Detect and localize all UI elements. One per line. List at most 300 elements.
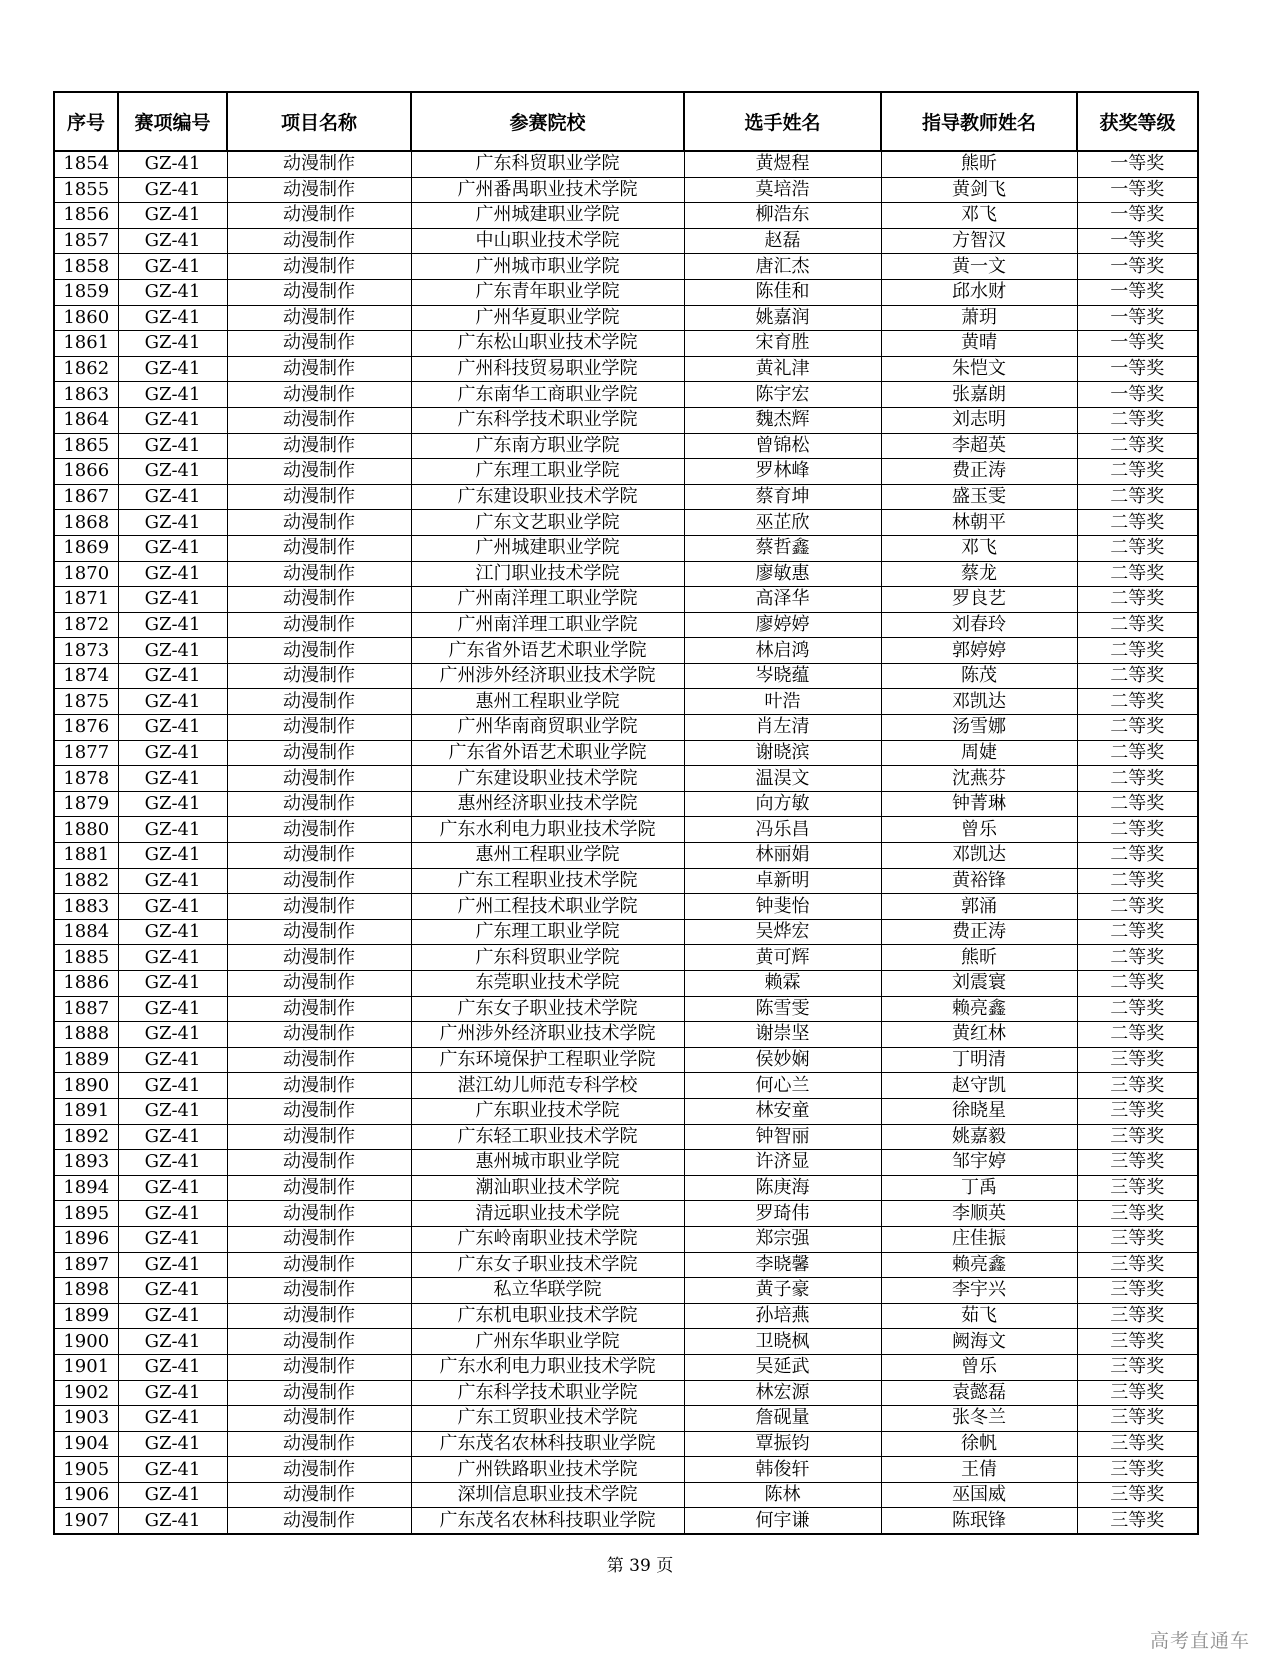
cell-serial-number: 1879: [54, 791, 118, 817]
cell-project-name: 动漫制作: [227, 1098, 411, 1124]
cell-contestant-name: 温淏文: [684, 766, 881, 792]
cell-event-code: GZ-41: [118, 945, 227, 971]
cell-instructor-name: 萧玥: [881, 305, 1077, 331]
cell-event-code: GZ-41: [118, 817, 227, 843]
cell-project-name: 动漫制作: [227, 484, 411, 510]
cell-project-name: 动漫制作: [227, 203, 411, 229]
cell-event-code: GZ-41: [118, 382, 227, 408]
cell-school: 广东南方职业学院: [411, 433, 684, 459]
cell-award-level: 二等奖: [1077, 510, 1198, 536]
cell-project-name: 动漫制作: [227, 1329, 411, 1355]
cell-contestant-name: 孙培燕: [684, 1303, 881, 1329]
cell-event-code: GZ-41: [118, 894, 227, 920]
cell-award-level: 一等奖: [1077, 203, 1198, 229]
cell-event-code: GZ-41: [118, 1303, 227, 1329]
cell-serial-number: 1859: [54, 279, 118, 305]
watermark: 高考直通车: [1149, 1630, 1250, 1652]
cell-award-level: 二等奖: [1077, 587, 1198, 613]
table-row: [54, 305, 1198, 331]
cell-event-code: GZ-41: [118, 689, 227, 715]
cell-project-name: 动漫制作: [227, 535, 411, 561]
cell-project-name: 动漫制作: [227, 433, 411, 459]
cell-contestant-name: 罗琦伟: [684, 1201, 881, 1227]
cell-event-code: GZ-41: [118, 331, 227, 357]
cell-school: 广东理工职业学院: [411, 919, 684, 945]
cell-school: 广东文艺职业学院: [411, 510, 684, 536]
cell-project-name: 动漫制作: [227, 407, 411, 433]
table-row: [54, 663, 1198, 689]
cell-instructor-name: 张冬兰: [881, 1406, 1077, 1432]
cell-instructor-name: 熊昕: [881, 945, 1077, 971]
table-row: [54, 1047, 1198, 1073]
cell-contestant-name: 宋育胜: [684, 331, 881, 357]
cell-serial-number: 1881: [54, 843, 118, 869]
cell-serial-number: 1870: [54, 561, 118, 587]
cell-contestant-name: 詹砚量: [684, 1406, 881, 1432]
table-row: [54, 919, 1198, 945]
cell-instructor-name: 巫国威: [881, 1482, 1077, 1508]
cell-award-level: 三等奖: [1077, 1508, 1198, 1534]
cell-project-name: 动漫制作: [227, 1406, 411, 1432]
cell-instructor-name: 丁明清: [881, 1047, 1077, 1073]
cell-event-code: GZ-41: [118, 1226, 227, 1252]
cell-award-level: 二等奖: [1077, 996, 1198, 1022]
cell-instructor-name: 张嘉朗: [881, 382, 1077, 408]
cell-serial-number: 1907: [54, 1508, 118, 1534]
cell-serial-number: 1884: [54, 919, 118, 945]
cell-award-level: 三等奖: [1077, 1201, 1198, 1227]
cell-award-level: 一等奖: [1077, 356, 1198, 382]
cell-instructor-name: 郭涌: [881, 894, 1077, 920]
cell-school: 惠州工程职业学院: [411, 843, 684, 869]
cell-project-name: 动漫制作: [227, 1508, 411, 1534]
cell-award-level: 一等奖: [1077, 382, 1198, 408]
cell-serial-number: 1897: [54, 1252, 118, 1278]
cell-contestant-name: 钟斐怡: [684, 894, 881, 920]
cell-school: 广东工程职业技术学院: [411, 868, 684, 894]
cell-award-level: 二等奖: [1077, 945, 1198, 971]
header-contestant-name: 选手姓名: [684, 92, 881, 151]
table-row: [54, 1508, 1198, 1534]
cell-serial-number: 1887: [54, 996, 118, 1022]
cell-contestant-name: 李晓馨: [684, 1252, 881, 1278]
cell-contestant-name: 黄煜程: [684, 151, 881, 177]
header-row: [54, 92, 1198, 151]
cell-serial-number: 1872: [54, 612, 118, 638]
cell-contestant-name: 陈佳和: [684, 279, 881, 305]
cell-award-level: 二等奖: [1077, 868, 1198, 894]
cell-contestant-name: 肖左清: [684, 715, 881, 741]
cell-serial-number: 1888: [54, 1022, 118, 1048]
cell-school: 广东轻工职业技术学院: [411, 1124, 684, 1150]
cell-project-name: 动漫制作: [227, 1354, 411, 1380]
cell-serial-number: 1880: [54, 817, 118, 843]
cell-event-code: GZ-41: [118, 510, 227, 536]
cell-project-name: 动漫制作: [227, 1252, 411, 1278]
cell-project-name: 动漫制作: [227, 510, 411, 536]
cell-project-name: 动漫制作: [227, 1150, 411, 1176]
cell-event-code: GZ-41: [118, 638, 227, 664]
cell-event-code: GZ-41: [118, 587, 227, 613]
cell-school: 广州南洋理工职业学院: [411, 587, 684, 613]
cell-event-code: GZ-41: [118, 1329, 227, 1355]
cell-instructor-name: 赖亮鑫: [881, 1252, 1077, 1278]
table-row: [54, 1482, 1198, 1508]
cell-award-level: 三等奖: [1077, 1380, 1198, 1406]
table-row: [54, 1354, 1198, 1380]
cell-event-code: GZ-41: [118, 1201, 227, 1227]
cell-project-name: 动漫制作: [227, 459, 411, 485]
cell-award-level: 三等奖: [1077, 1278, 1198, 1304]
cell-serial-number: 1869: [54, 535, 118, 561]
cell-contestant-name: 黄子豪: [684, 1278, 881, 1304]
cell-project-name: 动漫制作: [227, 894, 411, 920]
cell-project-name: 动漫制作: [227, 331, 411, 357]
table-row: [54, 177, 1198, 203]
cell-school: 广东茂名农林科技职业学院: [411, 1508, 684, 1534]
cell-serial-number: 1889: [54, 1047, 118, 1073]
cell-serial-number: 1882: [54, 868, 118, 894]
header-instructor-name: 指导教师姓名: [881, 92, 1077, 151]
cell-contestant-name: 赵磊: [684, 228, 881, 254]
cell-contestant-name: 姚嘉润: [684, 305, 881, 331]
cell-award-level: 一等奖: [1077, 151, 1198, 177]
table-row: [54, 433, 1198, 459]
cell-instructor-name: 方智汉: [881, 228, 1077, 254]
cell-contestant-name: 廖婷婷: [684, 612, 881, 638]
cell-event-code: GZ-41: [118, 1124, 227, 1150]
cell-event-code: GZ-41: [118, 1098, 227, 1124]
cell-instructor-name: 邓飞: [881, 203, 1077, 229]
cell-award-level: 二等奖: [1077, 971, 1198, 997]
cell-contestant-name: 莫培浩: [684, 177, 881, 203]
cell-instructor-name: 邓飞: [881, 535, 1077, 561]
cell-project-name: 动漫制作: [227, 382, 411, 408]
cell-award-level: 二等奖: [1077, 919, 1198, 945]
cell-instructor-name: 邹宇婷: [881, 1150, 1077, 1176]
cell-award-level: 三等奖: [1077, 1252, 1198, 1278]
cell-project-name: 动漫制作: [227, 151, 411, 177]
cell-project-name: 动漫制作: [227, 561, 411, 587]
cell-project-name: 动漫制作: [227, 1073, 411, 1099]
cell-award-level: 三等奖: [1077, 1047, 1198, 1073]
table-row: [54, 945, 1198, 971]
cell-event-code: GZ-41: [118, 177, 227, 203]
cell-serial-number: 1856: [54, 203, 118, 229]
table-row: [54, 587, 1198, 613]
cell-event-code: GZ-41: [118, 1022, 227, 1048]
cell-award-level: 二等奖: [1077, 740, 1198, 766]
cell-serial-number: 1873: [54, 638, 118, 664]
table-row: [54, 331, 1198, 357]
table-row: [54, 1406, 1198, 1432]
cell-project-name: 动漫制作: [227, 1278, 411, 1304]
cell-serial-number: 1863: [54, 382, 118, 408]
cell-contestant-name: 曾锦松: [684, 433, 881, 459]
cell-contestant-name: 蔡育坤: [684, 484, 881, 510]
cell-school: 惠州经济职业技术学院: [411, 791, 684, 817]
cell-serial-number: 1890: [54, 1073, 118, 1099]
cell-project-name: 动漫制作: [227, 766, 411, 792]
cell-school: 广州工程技术职业学院: [411, 894, 684, 920]
cell-award-level: 二等奖: [1077, 766, 1198, 792]
cell-award-level: 二等奖: [1077, 791, 1198, 817]
cell-instructor-name: 黄红林: [881, 1022, 1077, 1048]
cell-serial-number: 1878: [54, 766, 118, 792]
cell-contestant-name: 黄可辉: [684, 945, 881, 971]
cell-serial-number: 1874: [54, 663, 118, 689]
cell-school: 广州番禺职业技术学院: [411, 177, 684, 203]
cell-award-level: 二等奖: [1077, 689, 1198, 715]
cell-event-code: GZ-41: [118, 1457, 227, 1483]
cell-award-level: 一等奖: [1077, 279, 1198, 305]
cell-contestant-name: 林启鸿: [684, 638, 881, 664]
cell-award-level: 一等奖: [1077, 305, 1198, 331]
cell-project-name: 动漫制作: [227, 587, 411, 613]
cell-contestant-name: 向方敏: [684, 791, 881, 817]
table-row: [54, 1098, 1198, 1124]
cell-project-name: 动漫制作: [227, 817, 411, 843]
table-row: [54, 1380, 1198, 1406]
cell-event-code: GZ-41: [118, 663, 227, 689]
cell-project-name: 动漫制作: [227, 1047, 411, 1073]
table-row: [54, 715, 1198, 741]
cell-contestant-name: 卓新明: [684, 868, 881, 894]
cell-serial-number: 1891: [54, 1098, 118, 1124]
cell-project-name: 动漫制作: [227, 945, 411, 971]
cell-event-code: GZ-41: [118, 254, 227, 280]
cell-serial-number: 1898: [54, 1278, 118, 1304]
cell-instructor-name: 朱恺文: [881, 356, 1077, 382]
cell-contestant-name: 岑晓蕴: [684, 663, 881, 689]
cell-contestant-name: 柳浩东: [684, 203, 881, 229]
cell-contestant-name: 覃振钧: [684, 1431, 881, 1457]
cell-award-level: 二等奖: [1077, 459, 1198, 485]
cell-instructor-name: 周婕: [881, 740, 1077, 766]
cell-project-name: 动漫制作: [227, 612, 411, 638]
cell-instructor-name: 茹飞: [881, 1303, 1077, 1329]
table-row: [54, 484, 1198, 510]
cell-award-level: 三等奖: [1077, 1329, 1198, 1355]
cell-serial-number: 1902: [54, 1380, 118, 1406]
cell-award-level: 二等奖: [1077, 1022, 1198, 1048]
cell-award-level: 一等奖: [1077, 228, 1198, 254]
cell-contestant-name: 陈庚海: [684, 1175, 881, 1201]
cell-school: 广州城建职业学院: [411, 203, 684, 229]
table-row: [54, 971, 1198, 997]
table-row: [54, 1201, 1198, 1227]
header-serial-number: 序号: [54, 92, 118, 151]
cell-serial-number: 1896: [54, 1226, 118, 1252]
table-row: [54, 151, 1198, 177]
cell-contestant-name: 高泽华: [684, 587, 881, 613]
cell-event-code: GZ-41: [118, 1150, 227, 1176]
cell-event-code: GZ-41: [118, 1508, 227, 1534]
cell-event-code: GZ-41: [118, 996, 227, 1022]
table-row: [54, 1175, 1198, 1201]
cell-event-code: GZ-41: [118, 305, 227, 331]
cell-event-code: GZ-41: [118, 356, 227, 382]
table-row: [54, 868, 1198, 894]
cell-instructor-name: 罗良艺: [881, 587, 1077, 613]
cell-instructor-name: 阙海文: [881, 1329, 1077, 1355]
cell-school: 广州华南商贸职业学院: [411, 715, 684, 741]
cell-instructor-name: 蔡龙: [881, 561, 1077, 587]
cell-school: 广州涉外经济职业技术学院: [411, 1022, 684, 1048]
cell-instructor-name: 郭婷婷: [881, 638, 1077, 664]
cell-award-level: 一等奖: [1077, 254, 1198, 280]
cell-serial-number: 1868: [54, 510, 118, 536]
cell-serial-number: 1900: [54, 1329, 118, 1355]
cell-award-level: 二等奖: [1077, 484, 1198, 510]
table-row: [54, 612, 1198, 638]
cell-award-level: 二等奖: [1077, 817, 1198, 843]
cell-school: 私立华联学院: [411, 1278, 684, 1304]
cell-instructor-name: 刘震寰: [881, 971, 1077, 997]
cell-project-name: 动漫制作: [227, 1201, 411, 1227]
cell-project-name: 动漫制作: [227, 177, 411, 203]
cell-school: 广东科贸职业学院: [411, 151, 684, 177]
cell-contestant-name: 吴烨宏: [684, 919, 881, 945]
cell-instructor-name: 黄剑飞: [881, 177, 1077, 203]
cell-school: 广东青年职业学院: [411, 279, 684, 305]
cell-award-level: 二等奖: [1077, 638, 1198, 664]
table-row: [54, 1252, 1198, 1278]
cell-project-name: 动漫制作: [227, 971, 411, 997]
cell-event-code: GZ-41: [118, 407, 227, 433]
cell-instructor-name: 曾乐: [881, 1354, 1077, 1380]
cell-serial-number: 1871: [54, 587, 118, 613]
cell-event-code: GZ-41: [118, 1047, 227, 1073]
cell-serial-number: 1901: [54, 1354, 118, 1380]
cell-award-level: 三等奖: [1077, 1124, 1198, 1150]
cell-serial-number: 1885: [54, 945, 118, 971]
cell-award-level: 二等奖: [1077, 715, 1198, 741]
cell-serial-number: 1858: [54, 254, 118, 280]
cell-instructor-name: 沈燕芬: [881, 766, 1077, 792]
cell-school: 广东水利电力职业技术学院: [411, 1354, 684, 1380]
cell-instructor-name: 袁懿磊: [881, 1380, 1077, 1406]
cell-award-level: 二等奖: [1077, 535, 1198, 561]
cell-contestant-name: 林宏源: [684, 1380, 881, 1406]
cell-event-code: GZ-41: [118, 868, 227, 894]
cell-school: 广东科贸职业学院: [411, 945, 684, 971]
cell-project-name: 动漫制作: [227, 1303, 411, 1329]
cell-school: 东莞职业技术学院: [411, 971, 684, 997]
cell-award-level: 三等奖: [1077, 1354, 1198, 1380]
cell-event-code: GZ-41: [118, 1380, 227, 1406]
cell-serial-number: 1865: [54, 433, 118, 459]
cell-award-level: 一等奖: [1077, 331, 1198, 357]
cell-contestant-name: 罗林峰: [684, 459, 881, 485]
cell-school: 广东科学技术职业学院: [411, 407, 684, 433]
table-body: [54, 151, 1198, 1534]
cell-contestant-name: 叶浩: [684, 689, 881, 715]
cell-serial-number: 1861: [54, 331, 118, 357]
cell-serial-number: 1877: [54, 740, 118, 766]
table-row: [54, 1124, 1198, 1150]
cell-school: 清远职业技术学院: [411, 1201, 684, 1227]
cell-contestant-name: 陈雪雯: [684, 996, 881, 1022]
cell-project-name: 动漫制作: [227, 305, 411, 331]
cell-serial-number: 1899: [54, 1303, 118, 1329]
cell-instructor-name: 刘春玲: [881, 612, 1077, 638]
cell-contestant-name: 卫晓枫: [684, 1329, 881, 1355]
cell-instructor-name: 陈珉锋: [881, 1508, 1077, 1534]
cell-school: 广东女子职业技术学院: [411, 1252, 684, 1278]
cell-instructor-name: 曾乐: [881, 817, 1077, 843]
table-row: [54, 356, 1198, 382]
cell-school: 广州南洋理工职业学院: [411, 612, 684, 638]
cell-award-level: 三等奖: [1077, 1098, 1198, 1124]
table-row: [54, 561, 1198, 587]
cell-event-code: GZ-41: [118, 203, 227, 229]
award-table: [53, 91, 1199, 1535]
cell-instructor-name: 姚嘉毅: [881, 1124, 1077, 1150]
cell-award-level: 三等奖: [1077, 1150, 1198, 1176]
cell-instructor-name: 刘志明: [881, 407, 1077, 433]
cell-award-level: 三等奖: [1077, 1073, 1198, 1099]
cell-serial-number: 1903: [54, 1406, 118, 1432]
cell-instructor-name: 李宇兴: [881, 1278, 1077, 1304]
cell-serial-number: 1860: [54, 305, 118, 331]
cell-school: 广东建设职业技术学院: [411, 766, 684, 792]
table-row: [54, 1073, 1198, 1099]
cell-project-name: 动漫制作: [227, 1175, 411, 1201]
cell-contestant-name: 陈林: [684, 1482, 881, 1508]
cell-instructor-name: 汤雪娜: [881, 715, 1077, 741]
table-row: [54, 407, 1198, 433]
cell-instructor-name: 盛玉雯: [881, 484, 1077, 510]
cell-project-name: 动漫制作: [227, 279, 411, 305]
cell-school: 广州城建职业学院: [411, 535, 684, 561]
cell-instructor-name: 庄佳振: [881, 1226, 1077, 1252]
cell-instructor-name: 黄晴: [881, 331, 1077, 357]
cell-contestant-name: 林丽娟: [684, 843, 881, 869]
cell-event-code: GZ-41: [118, 151, 227, 177]
table-row: [54, 638, 1198, 664]
cell-event-code: GZ-41: [118, 561, 227, 587]
table-row: [54, 791, 1198, 817]
cell-contestant-name: 魏杰辉: [684, 407, 881, 433]
table-row: [54, 1431, 1198, 1457]
table-row: [54, 843, 1198, 869]
cell-school: 广东职业技术学院: [411, 1098, 684, 1124]
cell-school: 广东工贸职业技术学院: [411, 1406, 684, 1432]
cell-serial-number: 1857: [54, 228, 118, 254]
cell-serial-number: 1867: [54, 484, 118, 510]
cell-contestant-name: 林安童: [684, 1098, 881, 1124]
cell-award-level: 一等奖: [1077, 177, 1198, 203]
cell-event-code: GZ-41: [118, 715, 227, 741]
header-project-name: 项目名称: [227, 92, 411, 151]
cell-contestant-name: 郑宗强: [684, 1226, 881, 1252]
cell-project-name: 动漫制作: [227, 740, 411, 766]
table-row: [54, 766, 1198, 792]
cell-project-name: 动漫制作: [227, 1482, 411, 1508]
cell-contestant-name: 谢晓滨: [684, 740, 881, 766]
table-row: [54, 459, 1198, 485]
cell-school: 广州铁路职业技术学院: [411, 1457, 684, 1483]
table-row: [54, 1457, 1198, 1483]
cell-contestant-name: 吴延武: [684, 1354, 881, 1380]
table-row: [54, 228, 1198, 254]
cell-instructor-name: 黄一文: [881, 254, 1077, 280]
cell-serial-number: 1895: [54, 1201, 118, 1227]
cell-serial-number: 1906: [54, 1482, 118, 1508]
cell-contestant-name: 蔡哲鑫: [684, 535, 881, 561]
cell-contestant-name: 赖霖: [684, 971, 881, 997]
